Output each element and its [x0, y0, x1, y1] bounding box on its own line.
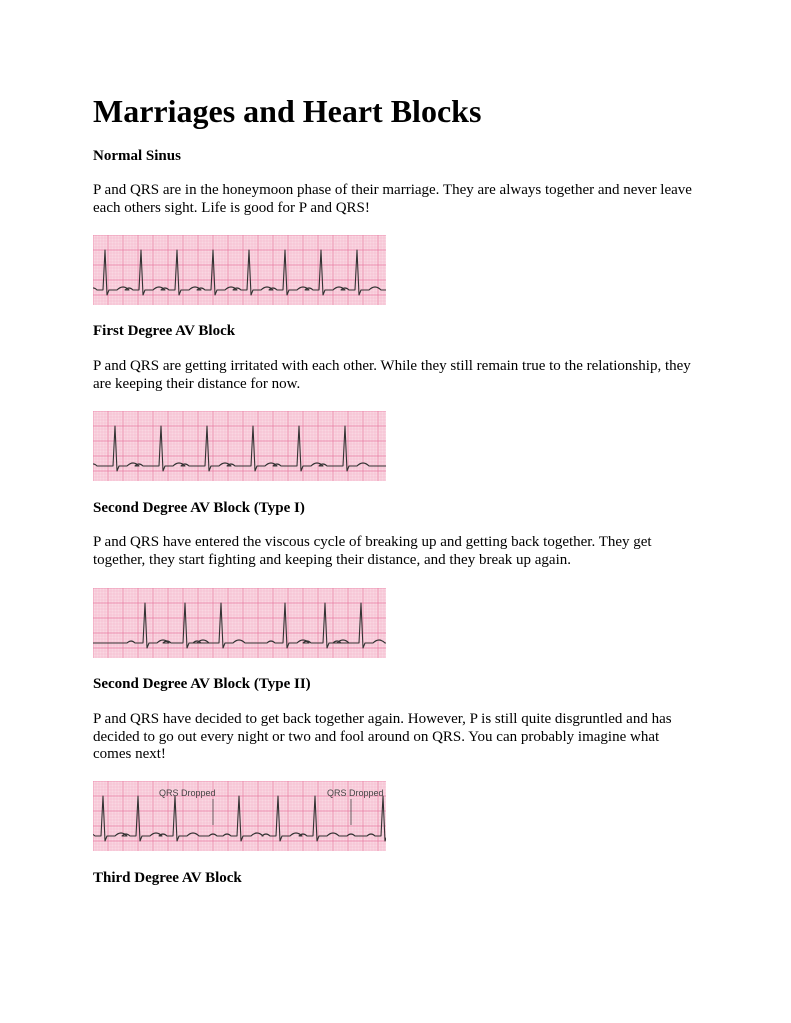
ecg-strip-first-degree — [93, 411, 386, 481]
qrs-dropped-label: QRS Dropped — [327, 788, 384, 798]
section-heading-second-degree-type-1: Second Degree AV Block (Type I) — [93, 500, 305, 516]
section-heading-first-degree: First Degree AV Block — [93, 323, 236, 339]
section-heading-second-degree-type-2: Second Degree AV Block (Type II) — [93, 676, 311, 692]
section-body-second-degree-type-2: P and QRS have decided to get back together again. However, P is still quite disgruntled and has decided to go out every night or two and fool around on QRS. You can probably imagine what comes next! — [93, 711, 672, 762]
ecg-strip-normal-sinus — [93, 235, 386, 305]
ecg-strip-second-degree-type-1 — [93, 588, 386, 658]
qrs-dropped-label: QRS Dropped — [159, 788, 216, 798]
section-body-normal-sinus: P and QRS are in the honeymoon phase of their marriage. They are always together and never leave each others sight. Life is good for P and QRS! — [93, 182, 692, 216]
section-body-second-degree-type-1: P and QRS have entered the viscous cycle of breaking up and getting back together. They get together, they start fighting and keeping their distance, and they break up again. — [93, 534, 652, 568]
section-body-first-degree: P and QRS are getting irritated with each other. While they still remain true to the relationship, they are keeping their distance for now. — [93, 358, 691, 392]
ecg-strip-second-degree-type-2 — [93, 781, 386, 851]
page-title: Marriages and Heart Blocks — [93, 93, 482, 129]
section-heading-normal-sinus: Normal Sinus — [93, 148, 181, 164]
section-heading-third-degree: Third Degree AV Block — [93, 870, 242, 886]
